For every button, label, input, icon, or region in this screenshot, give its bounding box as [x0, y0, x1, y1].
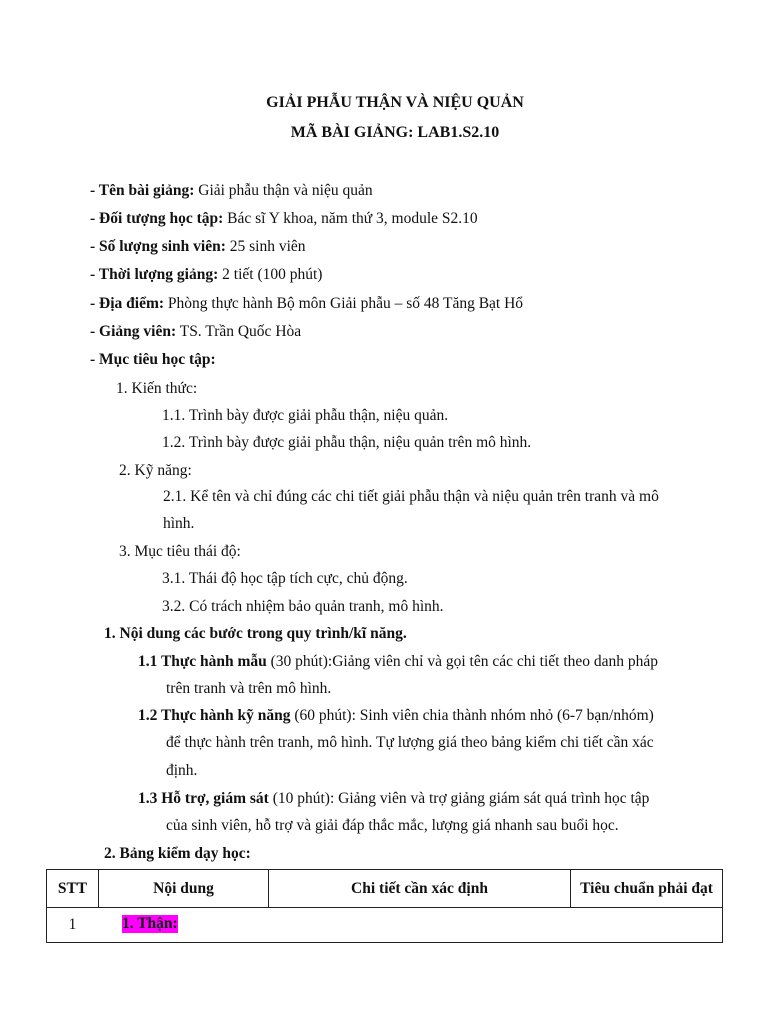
info-lecture-name: - Tên bài giảng: Giải phẫu thận và niệu quản [90, 182, 373, 199]
step-1-2-cont: để thực hành trên tranh, mô hình. Tự lượng giá theo bảng kiểm chi tiết cần xác [166, 734, 654, 751]
objective-a1: 3.1. Thái độ học tập tích cực, chủ động. [162, 570, 408, 587]
objective-s1-line2: hình. [163, 515, 195, 532]
info-objectives: - Mục tiêu học tập: [90, 351, 216, 368]
objective-knowledge: 1. Kiến thức: [116, 380, 198, 397]
section1-heading: 1. Nội dung các bước trong quy trình/kĩ năng. [104, 625, 407, 642]
objective-skills: 2. Kỹ năng: [119, 462, 192, 479]
row-stt: 1 [68, 916, 77, 933]
objective-attitude: 3. Mục tiêu thái độ: [119, 543, 241, 560]
objective-k1: 1.1. Trình bày được giải phẫu thận, niệu quản. [162, 407, 449, 424]
objective-s1-line1: 2.1. Kể tên và chỉ đúng các chi tiết giải phẫu thận và niệu quản trên tranh và mô [163, 488, 659, 505]
table-header-row [47, 870, 723, 908]
row-content-highlight: 1. Thận: [122, 915, 178, 932]
objective-k2: 1.2. Trình bày được giải phẫu thận, niệu quản trên mô hình. [162, 434, 532, 451]
table-row [47, 908, 723, 943]
step-1-1-cont: trên tranh và trên mô hình. [166, 680, 332, 697]
lecture-code: MÃ BÀI GIẢNG: LAB1.S2.10 [290, 124, 500, 141]
section2-heading: 2. Bảng kiểm dạy học: [104, 845, 251, 862]
info-lecturer: - Giảng viên: TS. Trần Quốc Hòa [90, 323, 302, 340]
step-1-3: 1.3 Hỗ trợ, giám sát (10 phút): Giảng viên và trợ giảng giám sát quá trình học tập [138, 790, 650, 807]
table-row-cell [47, 908, 723, 943]
step-1-1: 1.1 Thực hành mẫu (30 phút):Giảng viên chỉ và gọi tên các chi tiết theo danh pháp [138, 653, 659, 670]
header-stt: STT [47, 870, 99, 908]
checklist-table [46, 869, 723, 943]
step-1-2-cont2: định. [166, 762, 198, 779]
header-standard: Tiêu chuẩn phải đạt [571, 870, 723, 908]
objective-a2: 3.2. Có trách nhiệm bảo quản tranh, mô hình. [162, 598, 444, 615]
info-duration: - Thời lượng giảng: 2 tiết (100 phút) [90, 266, 323, 283]
info-location: - Địa điểm: Phòng thực hành Bộ môn Giải phẫu – số 48 Tăng Bạt Hổ [90, 295, 524, 312]
step-1-3-cont: của sinh viên, hỗ trợ và giải đáp thắc mắc, lượng giá nhanh sau buổi học. [166, 817, 619, 834]
info-student-count: - Số lượng sinh viên: 25 sinh viên [90, 238, 306, 255]
header-detail: Chi tiết cần xác định [269, 870, 571, 908]
document-title: GIẢI PHẪU THẬN VÀ NIỆU QUẢN [266, 94, 524, 111]
info-audience: - Đối tượng học tập: Bác sĩ Y khoa, năm thứ 3, module S2.10 [90, 210, 478, 227]
header-content: Nội dung [99, 870, 269, 908]
step-1-2: 1.2 Thực hành kỹ năng (60 phút): Sinh viên chia thành nhóm nhỏ (6-7 bạn/nhóm) [138, 707, 654, 724]
